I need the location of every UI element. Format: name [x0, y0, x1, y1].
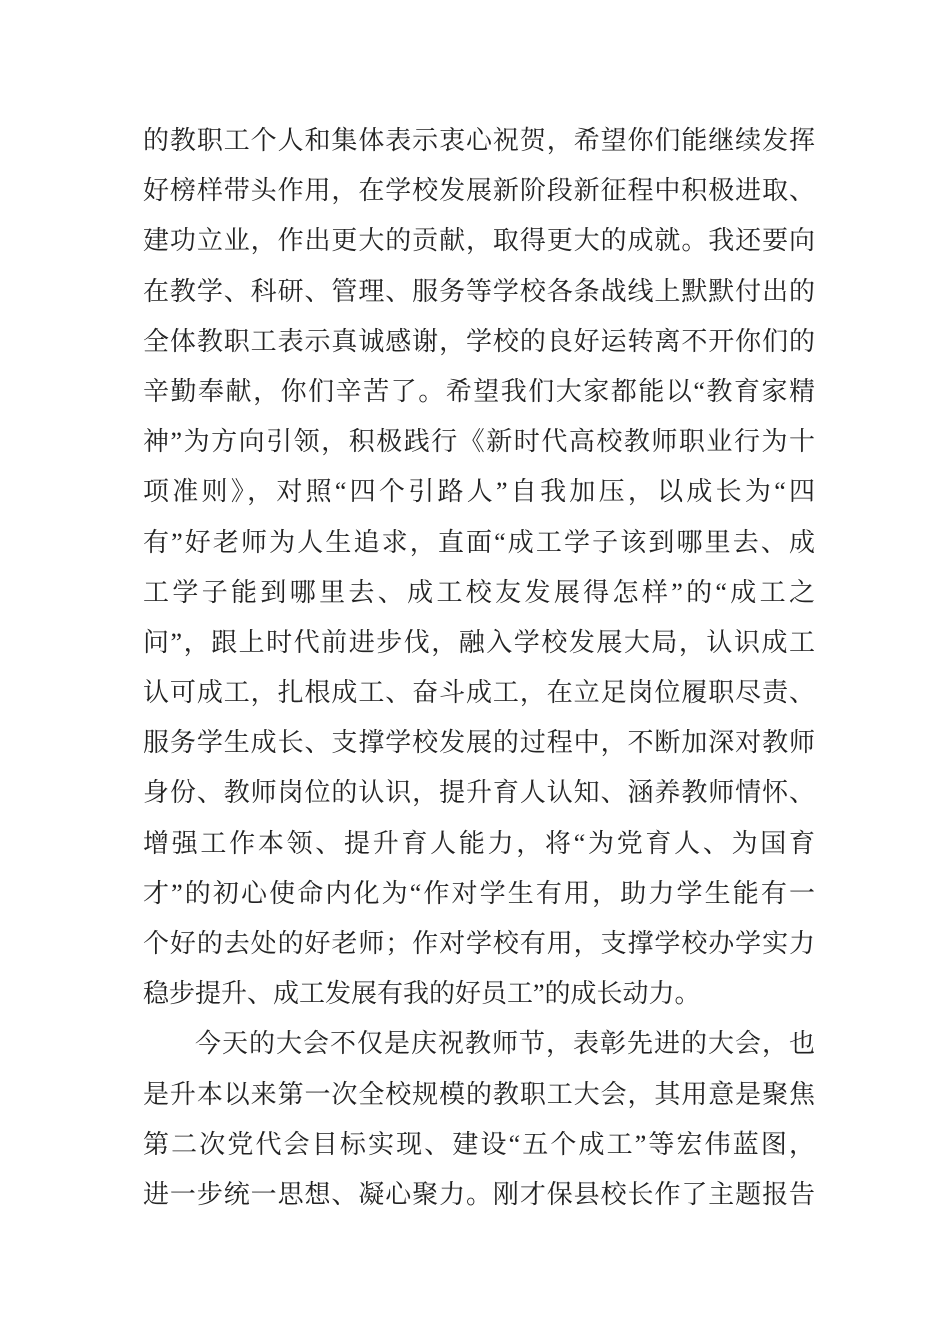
text-line: 进一步统一思想、凝心聚力。刚才保县校长作了主题报告	[143, 1179, 815, 1209]
document-body	[143, 116, 815, 1220]
text-line: 问”，跟上时代前进步伐，融入学校发展大局，认识成工	[143, 627, 815, 657]
text-line: 有”好老师为人生追求，直面“成工学子该到哪里去、成	[143, 527, 815, 557]
text-line: 增强工作本领、提升育人能力，将“为党育人、为国育	[143, 828, 815, 858]
text-line: 稳步提升、成工发展有我的好员工”的成长动力。	[143, 979, 701, 1009]
text-line: 建功立业，作出更大的贡献，取得更大的成就。我还要向	[143, 226, 815, 256]
text-line: 服务学生成长、支撑学校发展的过程中，不断加深对教师	[143, 728, 815, 758]
text-line: 在教学、科研、管理、服务等学校各条战线上默默付出的	[143, 276, 815, 306]
text-line: 是升本以来第一次全校规模的教职工大会，其用意是聚焦	[143, 1079, 815, 1109]
text-line: 好榜样带头作用，在学校发展新阶段新征程中积极进取、	[143, 176, 815, 206]
text-line: 神”为方向引领，积极践行《新时代高校教师职业行为十	[143, 427, 815, 457]
text-line: 个好的去处的好老师；作对学校有用，支撑学校办学实力	[143, 929, 815, 958]
text-line: 今天的大会不仅是庆祝教师节，表彰先进的大会，也	[195, 1029, 815, 1059]
text-line: 辛勤奉献，你们辛苦了。希望我们大家都能以“教育家精	[143, 376, 815, 406]
text-line: 认可成工，扎根成工、奋斗成工，在立足岗位履职尽责、	[143, 678, 815, 708]
text-line: 身份、教师岗位的认识，提升育人认知、涵养教师情怀、	[143, 778, 815, 808]
text-line: 项准则》，对照“四个引路人”自我加压，以成长为“四	[143, 477, 815, 507]
text-line: 的教职工个人和集体表示衷心祝贺，希望你们能继续发挥	[143, 126, 815, 155]
text-line: 第二次党代会目标实现、建设“五个成工”等宏伟蓝图，	[143, 1129, 815, 1159]
text-line: 全体教职工表示真诚感谢，学校的良好运转离不开你们的	[143, 326, 815, 356]
text-line: 才”的初心使命内化为“作对学生有用，助力学生能有一	[143, 878, 815, 908]
text-line: 工学子能到哪里去、成工校友发展得怎样”的“成工之	[143, 577, 815, 607]
